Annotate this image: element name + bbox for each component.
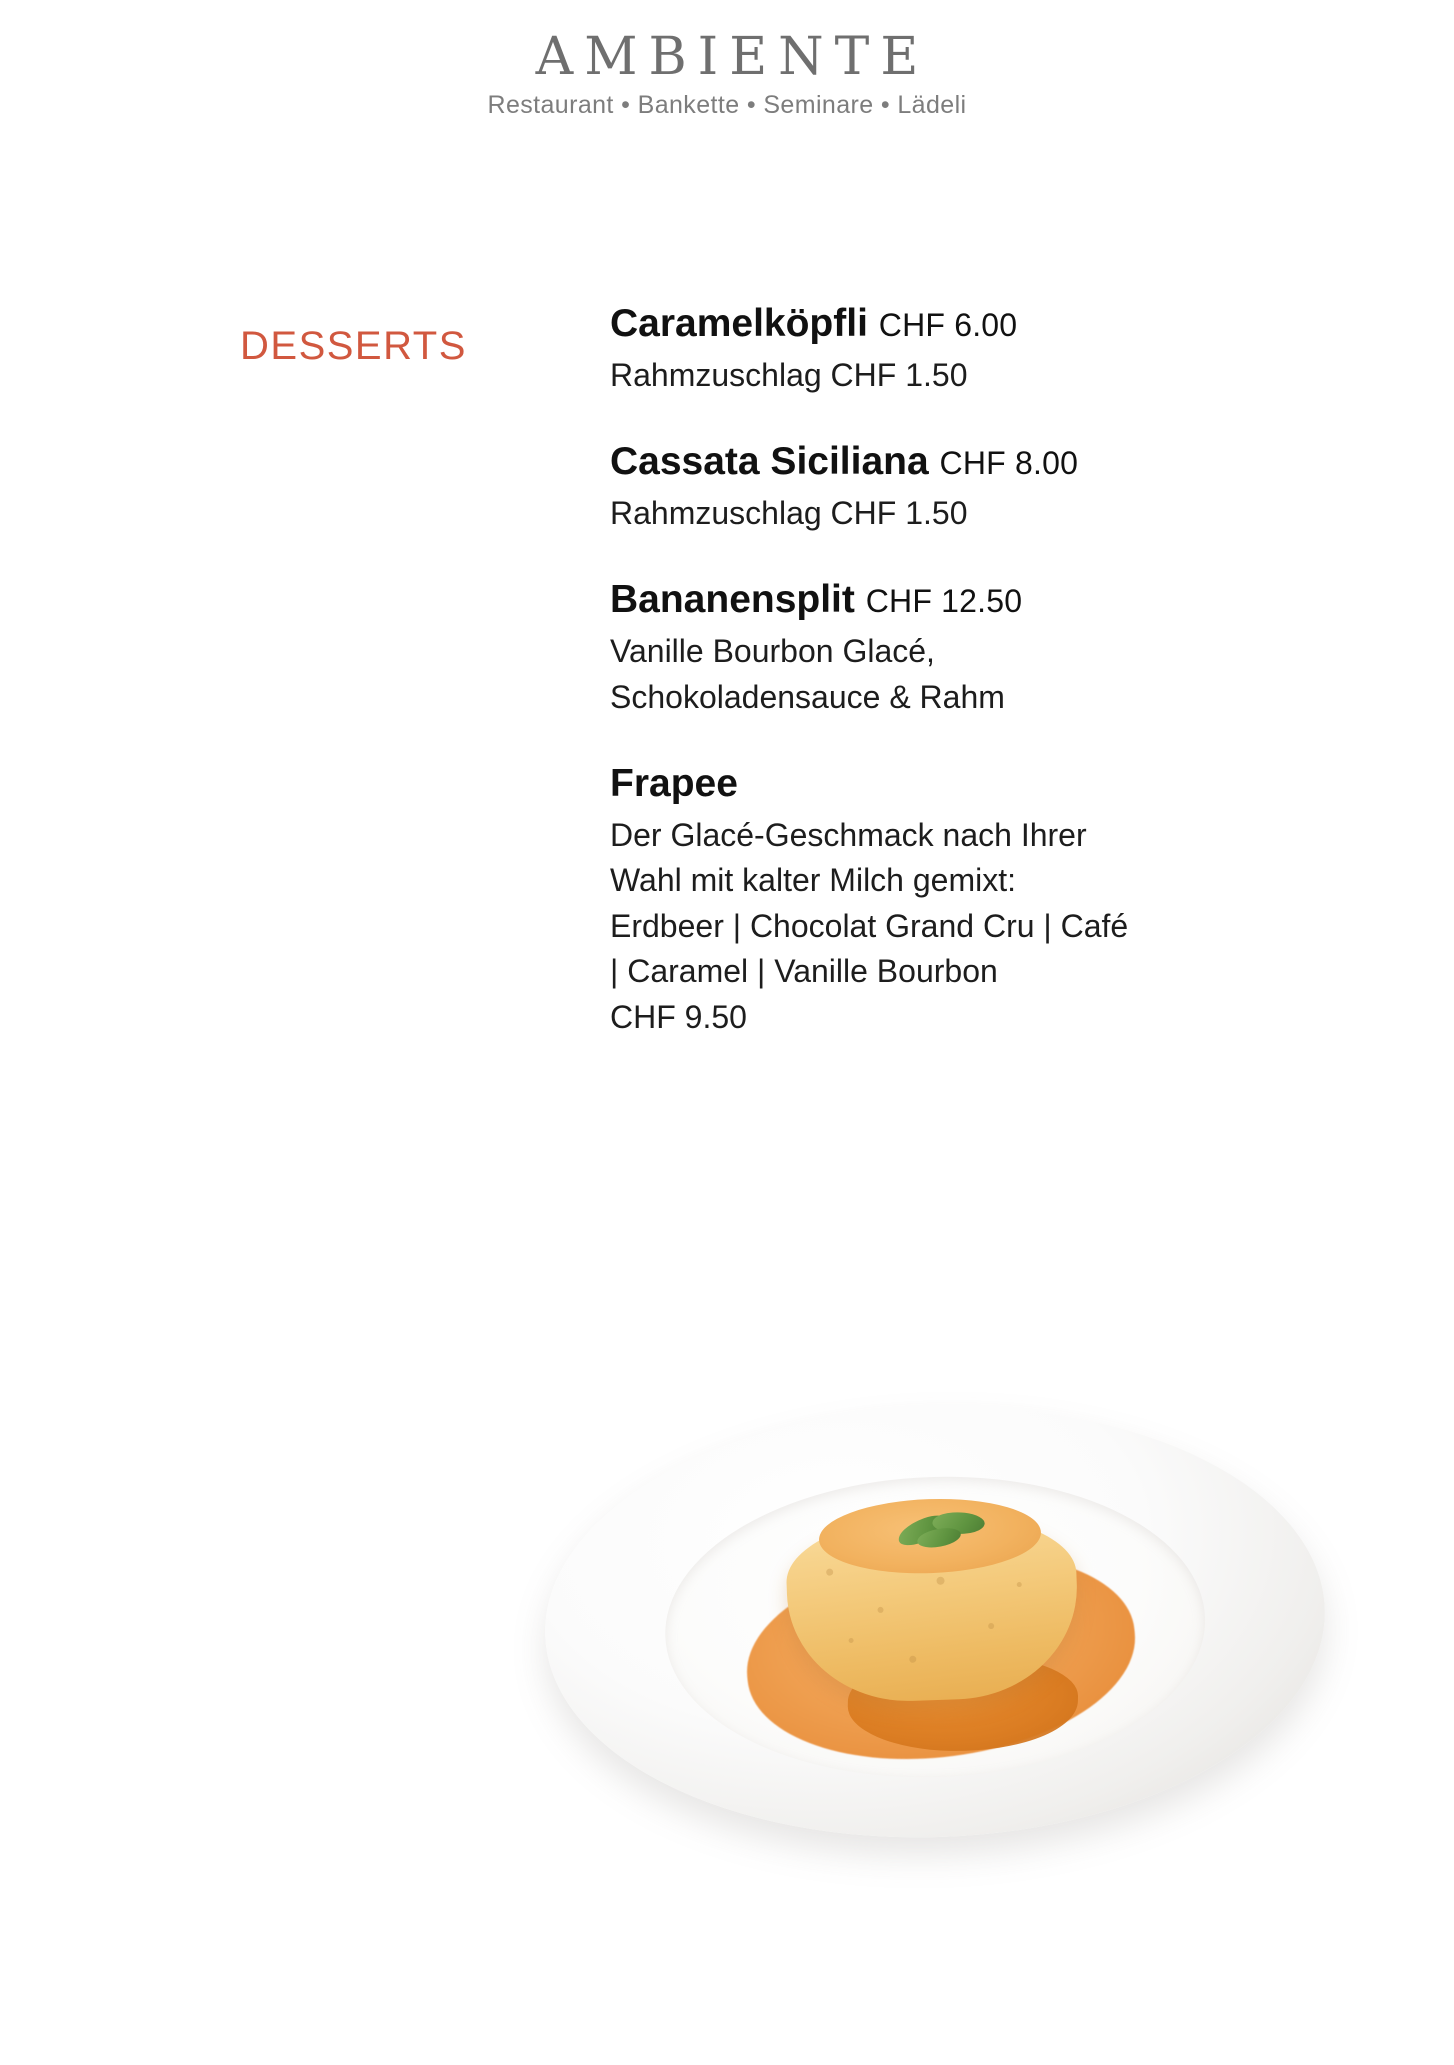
menu-item-name: Cassata Siciliana bbox=[610, 440, 929, 484]
menu-item-description bbox=[610, 353, 1310, 398]
dessert-photo bbox=[0, 1375, 1454, 2065]
menu-item-price: CHF 8.00 bbox=[939, 445, 1079, 482]
menu-item-name: Bananensplit bbox=[610, 578, 855, 622]
menu-item-description-line: Vanille Bourbon Glacé, bbox=[610, 633, 935, 670]
menu-item-price: CHF 6.00 bbox=[878, 307, 1018, 343]
menu-item-name: Frapee bbox=[610, 762, 738, 805]
flan-speck bbox=[877, 1607, 883, 1613]
menu-item-description-line: Der Glacé-Geschmack nach Ihrer bbox=[610, 816, 1087, 853]
page-title: DESSERTS bbox=[240, 324, 467, 368]
menu-item bbox=[610, 300, 1310, 398]
menu-item-description-line: Wahl mit kalter Milch gemixt: bbox=[610, 862, 1016, 899]
menu-item-heading bbox=[610, 576, 1310, 625]
menu-item-heading bbox=[610, 300, 1310, 349]
flan-speck bbox=[936, 1577, 944, 1585]
mint-garnish bbox=[896, 1507, 993, 1550]
menu-item-heading bbox=[610, 760, 1310, 809]
menu-item bbox=[610, 576, 1310, 720]
flan-speck bbox=[988, 1623, 994, 1629]
menu-item-description-line: | Caramel | Vanille Bourbon bbox=[610, 953, 998, 990]
flan-speck bbox=[909, 1656, 916, 1663]
flan-speck bbox=[826, 1569, 833, 1576]
menu-item-description-line: Rahmzuschlag CHF 1.50 bbox=[610, 356, 968, 393]
flan-speck bbox=[849, 1638, 854, 1643]
menu-item bbox=[610, 760, 1310, 1040]
menu-item-list bbox=[610, 300, 1310, 1080]
brand-name: AMBIENTE bbox=[535, 27, 930, 87]
plate-shape bbox=[538, 1394, 1333, 1851]
menu-item-description bbox=[610, 629, 1310, 720]
menu-item-heading bbox=[610, 438, 1310, 487]
menu-item-name: Caramelköpfli bbox=[610, 302, 868, 345]
menu-item-description bbox=[610, 813, 1310, 1040]
menu-item bbox=[610, 438, 1310, 536]
brand-tagline: Restaurant • Bankette • Seminare • Lädeli bbox=[487, 90, 967, 119]
menu-item-description-line: Schokoladensauce & Rahm bbox=[610, 678, 1005, 715]
menu-item-description-line: Erdbeer | Chocolat Grand Cru | Café bbox=[610, 907, 1129, 944]
brand-header bbox=[0, 27, 1454, 120]
menu-item-description-line: Rahmzuschlag CHF 1.50 bbox=[610, 494, 968, 531]
menu-item-description-line: CHF 9.50 bbox=[610, 998, 747, 1035]
flan-speck bbox=[1017, 1582, 1022, 1587]
menu-item-price: CHF 12.50 bbox=[865, 583, 1023, 620]
menu-item-description bbox=[610, 491, 1310, 536]
